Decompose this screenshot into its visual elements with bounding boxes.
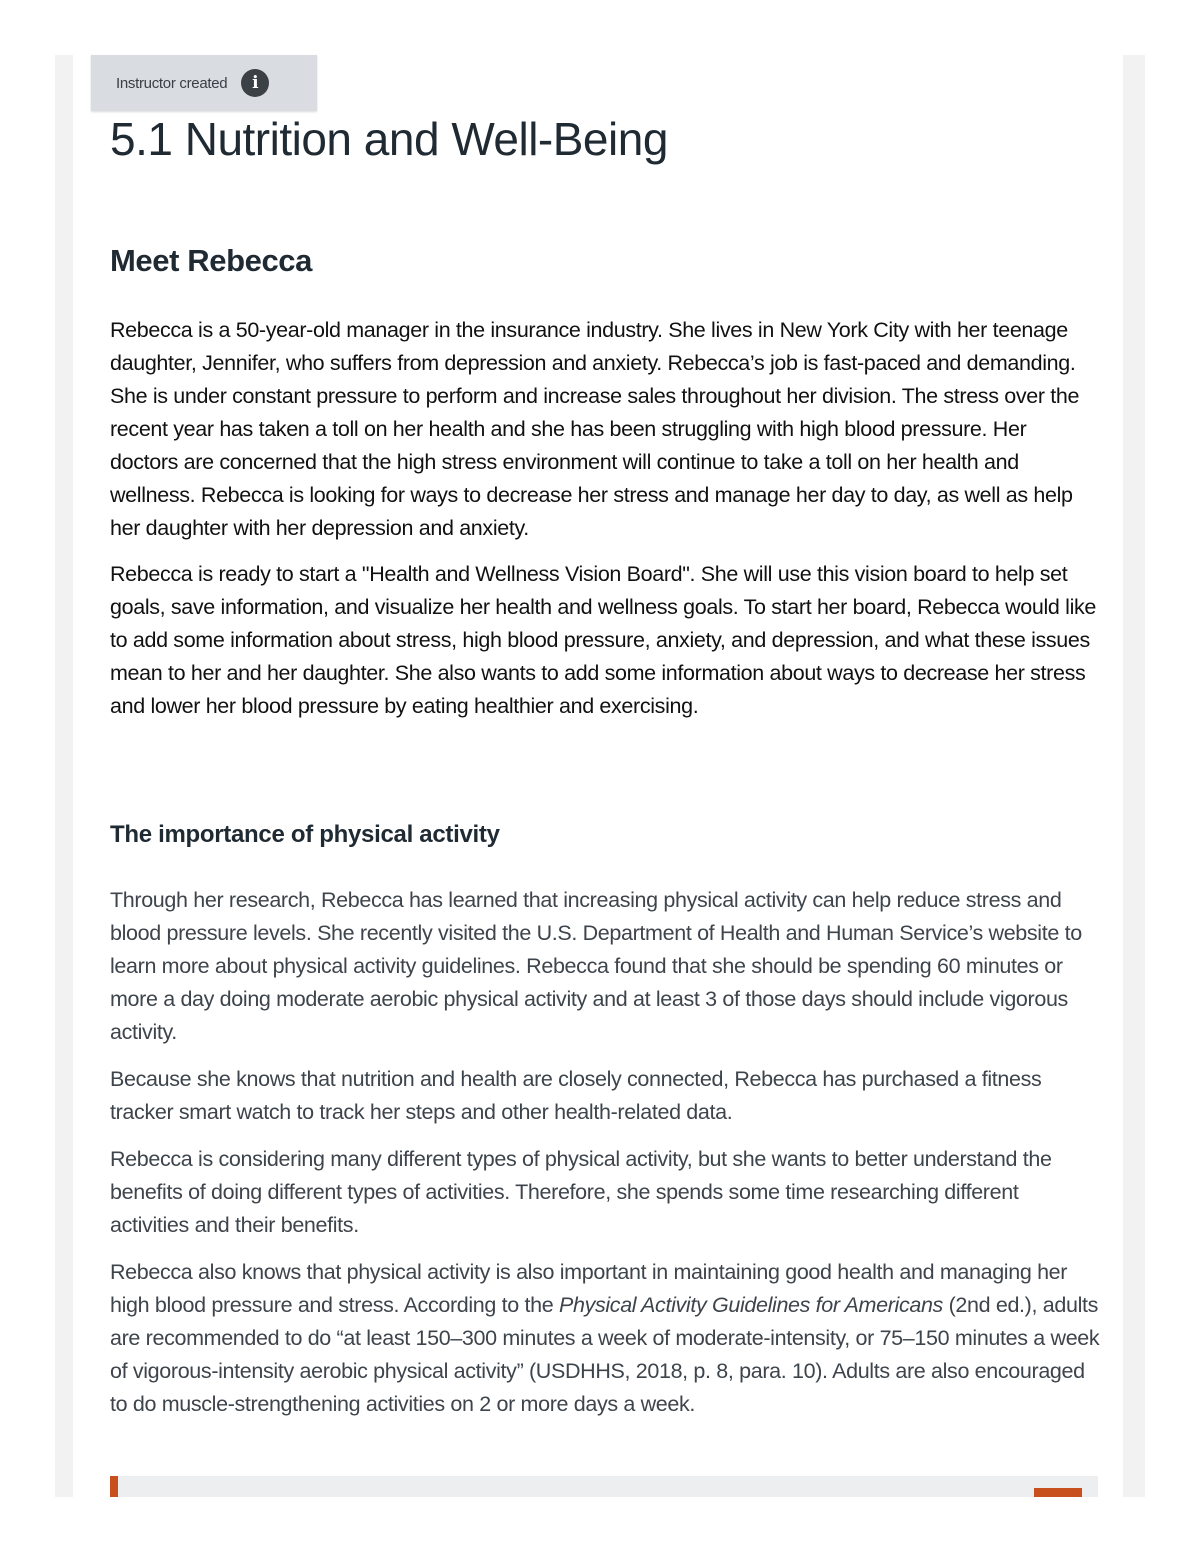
- page-title: 5.1 Nutrition and Well-Being: [110, 113, 668, 165]
- section-heading-physical-activity: The importance of physical activity: [110, 821, 500, 848]
- callout-accent-bar: [110, 1476, 118, 1497]
- paragraph: Because she knows that nutrition and health are closely connected, Rebecca has purchased a fitness tracker smart watch to track her steps and other health-related data.: [110, 1067, 1042, 1124]
- callout-box-top: [110, 1476, 1098, 1497]
- badge-label: Instructor created: [116, 74, 228, 92]
- paragraph-guidelines: [110, 1256, 1100, 1421]
- paragraph-text: (2nd ed.), adults are recommended to do “at least 150–300 minutes a week of moderate-intensity, or 75–150 minutes a week of vigorous-intensity aerobic physical activity” (USDHHS, 2018, p. 8, para. 10). Adults are also encouraged to do muscle-strengthening activities on 2 or more days a week.: [110, 1293, 1100, 1416]
- meet-rebecca-section: [110, 243, 1100, 279]
- paragraph: Rebecca is considering many different types of physical activity, but she wants to better understand the benefits of doing different types of activities. Therefore, she spends some time researching different activities and their benefits.: [110, 1147, 1052, 1237]
- paragraph: Through her research, Rebecca has learned that increasing physical activity can help reduce stress and blood pressure levels. She recently visited the U.S. Department of Health and Human Service’s website to learn more about physical activity guidelines. Rebecca found that she should be spending 60 minutes or more a day doing moderate aerobic physical activity and at least 3 of those days should include vigorous activity.: [110, 888, 1082, 1044]
- section-heading-meet-rebecca: Meet Rebecca: [110, 243, 312, 278]
- physical-activity-body: [110, 884, 1100, 1421]
- meet-rebecca-body: [110, 314, 1100, 723]
- paragraph: Rebecca is ready to start a "Health and Wellness Vision Board". She will use this vision board to help set goals, save information, and visualize her health and wellness goals. To start her board, Rebecca would like to add some information about stress, high blood pressure, anxiety, and depression, and what these issues mean to her and her daughter. She also wants to add some information about ways to decrease her stress and lower her blood pressure by eating healthier and exercising.: [110, 562, 1097, 718]
- paragraph-text: Rebecca also knows that physical activity is also important in maintaining good health and managing her high blood pressure and stress. According to the: [110, 1260, 1068, 1317]
- callout-accent-tab: [1034, 1488, 1082, 1497]
- physical-activity-section: [110, 821, 1100, 849]
- paragraph: Rebecca is a 50-year-old manager in the insurance industry. She lives in New York City with her teenage daughter, Jennifer, who suffers from depression and anxiety. Rebecca’s job is fast-paced and demanding. She is under constant pressure to perform and increase sales throughout her division. The stress over the recent year has taken a toll on her health and she has been struggling with high blood pressure. Her doctors are concerned that the high stress environment will continue to take a toll on her health and wellness. Rebecca is looking for ways to decrease her stress and manage her day to day, as well as help her daughter with her depression and anxiety.: [110, 318, 1080, 540]
- info-icon[interactable]: i: [241, 69, 269, 97]
- instructor-created-badge: [91, 55, 317, 111]
- guidelines-title: Physical Activity Guidelines for Americans: [558, 1293, 943, 1317]
